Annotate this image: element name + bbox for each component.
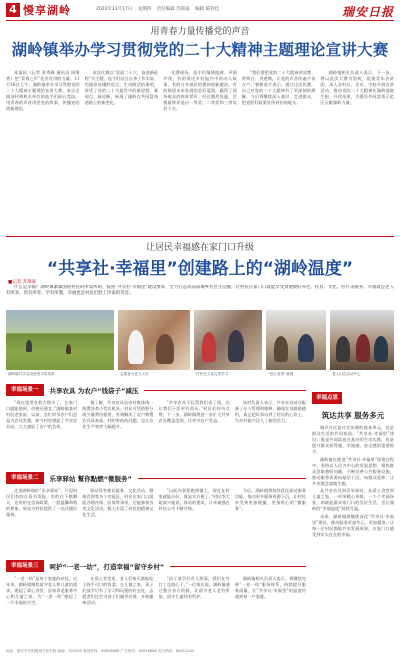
sidebar-tag: 幸福点思 bbox=[312, 392, 342, 404]
scene1-body: “现在租用农机方便多了，在家门口就能借到，价格还便宜。”湖岭镇某村村民老张说。以前，农忙时节农户们总是为农具发愁，如今村里建起了共享农具站，大大减轻了农户的负担。 据了解，共享农具站由村集体统一购置各类小型农机具，村民可凭借积分或少量费用租用，有效解决了农户购置农具成本高、利用率低的问题，也让农业生产效率大幅提升。 “共享农具不仅帮我们省了钱，还让我们干活更有劲头。”村民们纷纷点赞。下一步，湖岭镇将进一步扩大共享农具覆盖范围，让更多农户受益。 该村负责人表示，共享农具站还配备了专人管理和维修，确保农具随借随用，真正把好事办到了村民的心坎上，为乡村振兴注入了新的活力。 bbox=[6, 400, 306, 429]
photo-caption: 老人们在活动中心 bbox=[332, 372, 361, 376]
page-footer: 地址：瑞安市安阳街道万松东路 邮编：325200 新闻热线：65818888 广告热线：65816666 发行热线：65812345 bbox=[6, 649, 195, 653]
sidebar-body: 城乡社区是社会治理的基本单元，也是群众生活的共同家园。“共享社·幸福里”建设，既是共同富裕在基层的生动实践，也是提升群众获得感、幸福感、安全感的重要抓手。 湖岭镇在推进“共享社·幸福里”创建过程中，坚持以人民为中心的发展思想，聚焦群众急难愁盼问题，不断完善公共服务设施，推动服务资源向基层下沉、向群众延伸，让共享理念落地生根。 从共享农具到乐享驿站，从爱心食堂到儿童之家，一项项暖心举措，一个个幸福场景，串联起群众家门口的美好生活，也让湖岭的“幸福温度”持续升温。 未来，湖岭镇将继续深化“共享社·幸福里”建设，推动服务更加多元、更加精准，让每一位村民都能共享发展成果，在家门口感受到实实在在的幸福。 bbox=[312, 425, 394, 537]
photo-caption: 村民在文化礼堂学习 bbox=[196, 372, 229, 376]
photo-seniors bbox=[330, 310, 394, 370]
photo-canteen bbox=[266, 310, 326, 370]
scene1-tag: 幸福场景一 bbox=[6, 384, 44, 396]
article1-column: 本次比赛以“喜迎二十大、奋进新征程”为主题，选手们结合自身工作实际，用通俗易懂的语言、生动鲜活的事例，讲述了党的二十大报告中的新思想、新观点、新论断，展现了湖岭在共同富裕道路上的新变化。 bbox=[84, 70, 159, 105]
issue-weekday: 星期四 bbox=[137, 7, 152, 12]
article2-byline: ■记者 苏慕嘉 bbox=[8, 280, 37, 285]
scene2-tag: 幸福场景二 bbox=[6, 472, 44, 484]
scene3-title-bar bbox=[6, 560, 306, 572]
article2-lead: 什么是幸福？湖岭镇紧紧围绕村民的所需所盼，按照“共享社·幸福里”建设要求，全力打造高品质城乡社区生活圈，让村民在家门口就能享受到便捷的养老、托育、文化、医疗等服务。幸福就是老人有所养、幼有所育、学有所教，幸福也是村民们脸上洋溢的笑容。 bbox=[6, 285, 394, 296]
header-rule bbox=[6, 20, 394, 21]
scene2-title: 乐享驿站 幫你點燃“微服务” bbox=[49, 474, 132, 483]
bottom-section bbox=[6, 384, 394, 650]
article2-kicker: 让居民幸福感在家门口升级 bbox=[145, 243, 254, 253]
photo-farmland bbox=[6, 310, 114, 370]
section-number: 4 bbox=[6, 3, 20, 17]
scene2-title-bar bbox=[6, 472, 306, 484]
article-divider bbox=[6, 236, 394, 237]
article1-column: 湖岭镇相关负责人表示，下一步，将以此次大赛为契机，组建青年宣讲团，深入各村社、企业、学校开展宣讲活动，推动党的二十大精神在湖岭落地生根、开花结果，为建设共同富裕示范区贡献湖岭力量。 bbox=[320, 70, 394, 105]
layout-credit: 编辑 陈铃佳 bbox=[195, 7, 220, 12]
article1-kicker: 用青春力量传播党的声音 bbox=[150, 27, 250, 37]
scene2-body: 走进湖岭镇的“乐享驿站”，只见村民们有的在看书读报，有的在下棋聊天，还有的在咨询政策，一派温馨和谐的景象。驿站为村民提供了一站式便民服务。 驿站设有便民服务、文化活动、健康咨询等多个功能区，村民在家门口就能办理社保、医保等事项，还能参加各类文化活动，极大丰富了村民的精神文化生活。 “以前办事要跑到镇上，现在在村里就能办好，真是太方便了。”村民李大姐高兴地说。驿站的建成，让幸福感在村民心中不断升级。 今后，湖岭镇将持续优化驿站服务功能，推动更多服务资源下沉，让村民享受到更加便捷、更加贴心的“微服务”。 bbox=[6, 488, 306, 517]
editor-credit: 责任编辑 苏慕嘉 bbox=[156, 7, 190, 12]
article1-body bbox=[6, 70, 394, 260]
photo-row bbox=[6, 310, 394, 378]
article1-column: 比赛现场，选手们情绪饱满、声情并茂，有的讲述乡村振兴中的动人故事，有的分享基层治理的创新做法，有的展望未来发展的美好蓝图，赢得了现场观众的阵阵掌声。经过激烈角逐，比赛最终评选出一等奖、二等奖和三等奖若干名。 bbox=[163, 70, 237, 111]
photo-caption: “爱心食堂”就餐 bbox=[268, 372, 294, 376]
paper-logo: 瑞安日报 bbox=[341, 5, 394, 19]
section-badge bbox=[6, 3, 71, 17]
page-header bbox=[0, 0, 400, 20]
sidebar-title: 筑达共享 服务多元 bbox=[321, 411, 385, 420]
header-meta bbox=[96, 6, 223, 12]
photo-study bbox=[194, 310, 262, 370]
article1-headline: 湖岭镇举办学习贯彻党的二十大精神主题理论宣讲大赛 bbox=[11, 41, 389, 59]
article1-column: 本报讯（记者 张秀峰 通讯员 周绪香）把“青春之声”化作宣讲的力量。11月16日上午，湖岭镇举办学习贯彻党的二十大精神主题理论宣讲大赛，来自全镇各村和机关单位的选手们同台竞技，用青春的声音讲述党的故事，传播党的创新理论。 bbox=[6, 70, 80, 111]
photo-caption: 湖岭镇共享农田里的丰收景象 bbox=[8, 372, 55, 376]
scene1-title-bar bbox=[6, 384, 306, 396]
photo-caption: 志愿者为老人义诊 bbox=[120, 372, 149, 376]
scene3-tag: 幸福场景三 bbox=[6, 560, 44, 572]
section-name: 慢享湖岭 bbox=[23, 4, 71, 17]
article1-column: “我们要把党的二十大精神讲清楚、讲明白、讲透彻，让党的声音传遍千家万户。”参赛选手表示，通过这次比赛，自己对党的二十大精神有了更深刻的理解，今后将继续深入基层、走进群众，把党的好政策宣传到田间地头。 bbox=[241, 70, 316, 105]
issue-date: 2022年11月17日 bbox=[96, 7, 133, 12]
scene1-title: 共享农具 为农户“钱袋子”减压 bbox=[49, 386, 139, 395]
scene-sections bbox=[6, 384, 306, 650]
scene3-title: 呵护“一老一幼”，打造幸福“留守乡村” bbox=[49, 562, 165, 571]
article2-headline: “共享社·幸福里”创建路上的“湖岭温度” bbox=[46, 259, 354, 279]
commentary-sidebar bbox=[312, 384, 394, 650]
scene3-body: “一老一幼”是每个家庭的牵挂。近年来，湖岭镇聚焦留守老人和儿童的需求，建起了爱心食堂、居家养老服务中心和儿童之家，为“一老一幼”撑起了一片幸福的天空。 在爱心食堂里，老人们每天都能吃上热乎可口的饭菜；在儿童之家，孩子们放学后有了学习和玩耍的好去处，志愿者们还会为孩子们辅导功课、开展趣味活动。 “孩子放学后有人照看，我们在外打工也放心了。”一位家长说。湖岭镇通过整合各方资源，让留守老人老有所依、留守儿童幼有所护。 湖岭镇相关负责人表示，将继续完善“一老一幼”服务体系，持续提升服务质量，让“共享社·幸福里”的温度传递到每一户家庭。 bbox=[6, 576, 306, 605]
photo-clinic bbox=[118, 310, 190, 370]
